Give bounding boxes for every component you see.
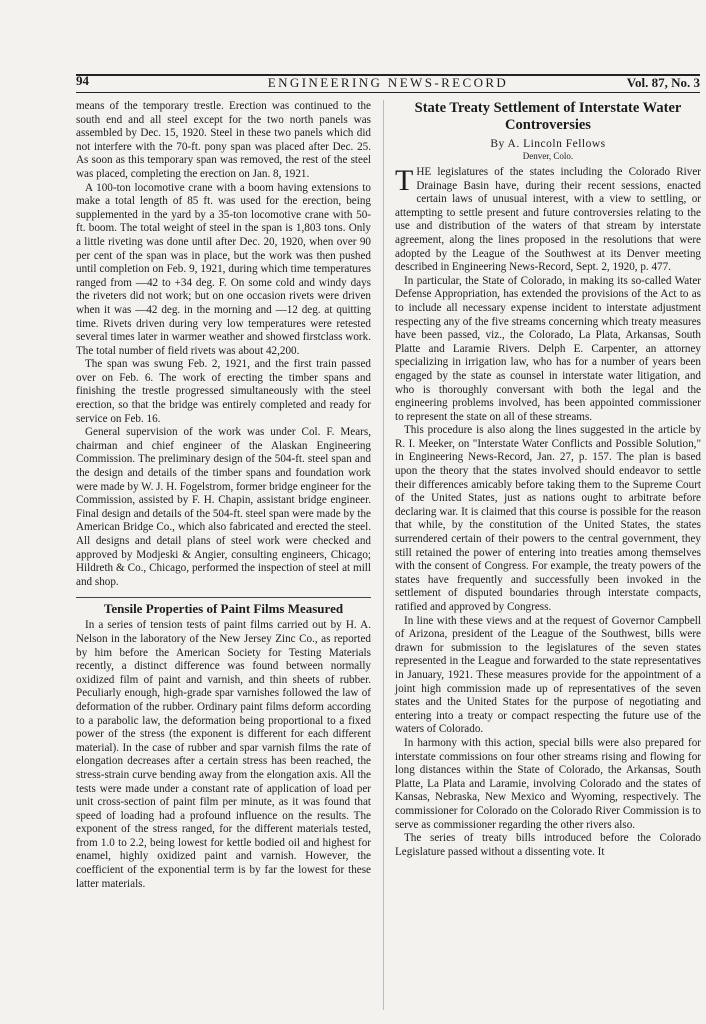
paragraph: means of the temporary trestle. Erection was continued to the south end and all steel except for the two north panels was assembled by Dec. 15, 1920. Steel in these two panels which did not interfere with the 70-ft. pony span was placed after Dec. 25. As soon as this temporary span was removed, the rest of the steel was placed, completing the erection on Jan. 8, 1921. (76, 100, 371, 180)
paragraph: In particular, the State of Colorado, in making its so-called Water Defense Appropriation, has extended the provisions of the Act to as to include all necessary expense incident to interstate adjustment respecting any of the five streams concerning which treaty measures have been passed, viz., the Colorado, La Plata, Arkansas, South Platte and Laramie Rivers. Delph E. Carpenter, an attorney specializing in irrigation law, who has for a number of years been engaged by the state as counsel in interstate water litigation, and who is thoroughly conversant with both the legal and the engineering problems involved, has been appointed commissioner to represent the state on all of these streams. (395, 274, 701, 423)
paragraph: A 100-ton locomotive crane with a boom having extensions to make a total length of 85 ft. was used for the erection, being supplemented in the yard by a 35-ton locomotive crane with 50-ft. boom. The total weight of steel in the span is 1,803 tons. Only a little riveting was done until after Dec. 20, 1920, when over 90 per cent of the span was in place, but the work was then pushed until completion on Feb. 9, 1921, during which time temperatures ranged from —42 to +34 deg. F. On some cold and windy days the riveters did not work; but on one occasion rivets were driven when it was —42 deg. in the morning and —12 deg. at quitting time. Rivets driven during very low temperatures were retested several times later in warmer weather and showed firstclass work. The total number of field rivets was about 42,200. (76, 181, 371, 357)
volume-issue: Vol. 87, No. 3 (626, 75, 700, 90)
left-column (76, 100, 371, 891)
right-column (395, 100, 701, 859)
column-divider (383, 100, 384, 1010)
paragraph: This procedure is also along the lines suggested in the article by R. I. Meeker, on "Interstate Water Conflicts and Possible Solution," in Engineering News-Record, Jan. 27, p. 157. The plan is based upon the theory that the states involved should endeavor to settle their differences amicably before taking them to the Supreme Court of the United States, just as nations ought to arbitrate before declaring war. It is claimed that this course is possible for the reason that while, by the constitution of the United States, the states surrendered certain of their powers to the central government, they still retained the power of entering into treaties among themselves with the consent of Congress. For example, the treaty powers of the states have frequently and successfully been invoked in the settlement of disputed boundaries through interstate compacts, ratified and approved by Congress. (395, 424, 701, 613)
paragraph: In a series of tension tests of paint films carried out by H. A. Nelson in the laboratory of the New Jersey Zinc Co., as reported by him before the American Society for Testing Materials recently, a distinct difference was found between normally oxidized film of paint and varnish, and thin sheets of rubber. Peculiarly enough, high-grade spar varnishes followed the law of deformation of the rubber. Ordinary paint films deform according to a parabolic law, the deformation being proportional to a fixed power of the stress (the exponent is different for each different material). In the case of rubber and spar varnish films the rate of elongation decreases after a certain stress has been reached, the stress-strain curve bending away from the elongation axis. All the tests were made under a constant rate of application of load per unit cross-section of paint film per minute, as it was found that speed of loading had a profound influence on the results. The exponent of the stress ranged, for the different materials tested, from 1.0 to 2.2, being lowest for kettle bodied oil and highest for enamel, highly oxidized paint and varnish. However, the coefficient of the exponential term is by far the lowest for these latter materials. (76, 619, 371, 890)
header-rule-bottom (76, 92, 700, 93)
paragraph: The span was swung Feb. 2, 1921, and the first train passed over on Feb. 6. The work of erecting the timber spans and finishing the trestle progressed simultaneously with the steel erection, so that the bridge was entirely completed and ready for service on Feb. 16. (76, 358, 371, 425)
paragraph: In harmony with this action, special bills were also prepared for interstate commissions on four other streams rising and flowing for long distances within the State of Colorado, the Arkansas, South Platte, La Plata and Laramie, involving Colorado and the states of Kansas, Nebraska, New Mexico and Wyoming, respectively. The commissioner for Colorado on the Colorado River Commission is to serve as commissioner regarding the other rivers also. (395, 736, 701, 831)
section-title: Tensile Properties of Paint Films Measured (76, 597, 371, 616)
paragraph-text: HE legislatures of the states including the Colorado River Drainage Basin have, during their recent sessions, enacted certain laws of unusual interest, with a view to settling, or attempting to settle present and future controversies relating to the use and distribution of the waters of that stream by interstate agreement, along the lines proposed in the resolutions that were adopted by the League of the Southwest at its Denver meeting described in Engineering News-Record, Sept. 2, 1920, p. 477. (395, 166, 701, 274)
drop-cap: T (395, 164, 414, 197)
page-number: 94 (76, 73, 89, 88)
article-title: State Treaty Settlement of Interstate Water Controversies (414, 100, 682, 133)
byline-location: Denver, Colo. (522, 151, 574, 161)
journal-title: ENGINEERING NEWS-RECORD (267, 75, 509, 90)
byline: By A. Lincoln Fellows (490, 138, 606, 150)
paragraph: In line with these views and at the request of Governor Campbell of Arizona, president of the League of the Southwest, bills were drawn for submission to the legislatures of the seven states represented in the League and forwarded to the state representatives in January, 1921. These measures provide for the appointment of a joint high commission made up of representatives of the seven states and the United States for the purpose of negotiating and entering into a treaty or compact respecting the future use of the waters of Colorado. (395, 614, 701, 736)
paragraph: General supervision of the work was under Col. F. Mears, chairman and chief engineer of the Alaskan Engineering Commission. The preliminary design of the 504-ft. steel span and the design and details of the timber spans and foundation work were made by W. J. H. Fogelstrom, former bridge engineer for the Commission, assisted by F. H. Chapin, assistant bridge engineer. Final design and details of the 504-ft. steel span were made by the American Bridge Co., which also fabricated and erected the steel. All designs and detail plans of steel work were checked and approved by Modjeski & Angier, consulting engineers, Chicago; Hildreth & Co., Chicago, performed the inspection of steel at mill and shop. (76, 426, 371, 588)
paragraph (395, 166, 701, 275)
page-header (76, 66, 700, 96)
paragraph: The series of treaty bills introduced before the Colorado Legislature passed without a dissenting vote. It (395, 832, 701, 858)
